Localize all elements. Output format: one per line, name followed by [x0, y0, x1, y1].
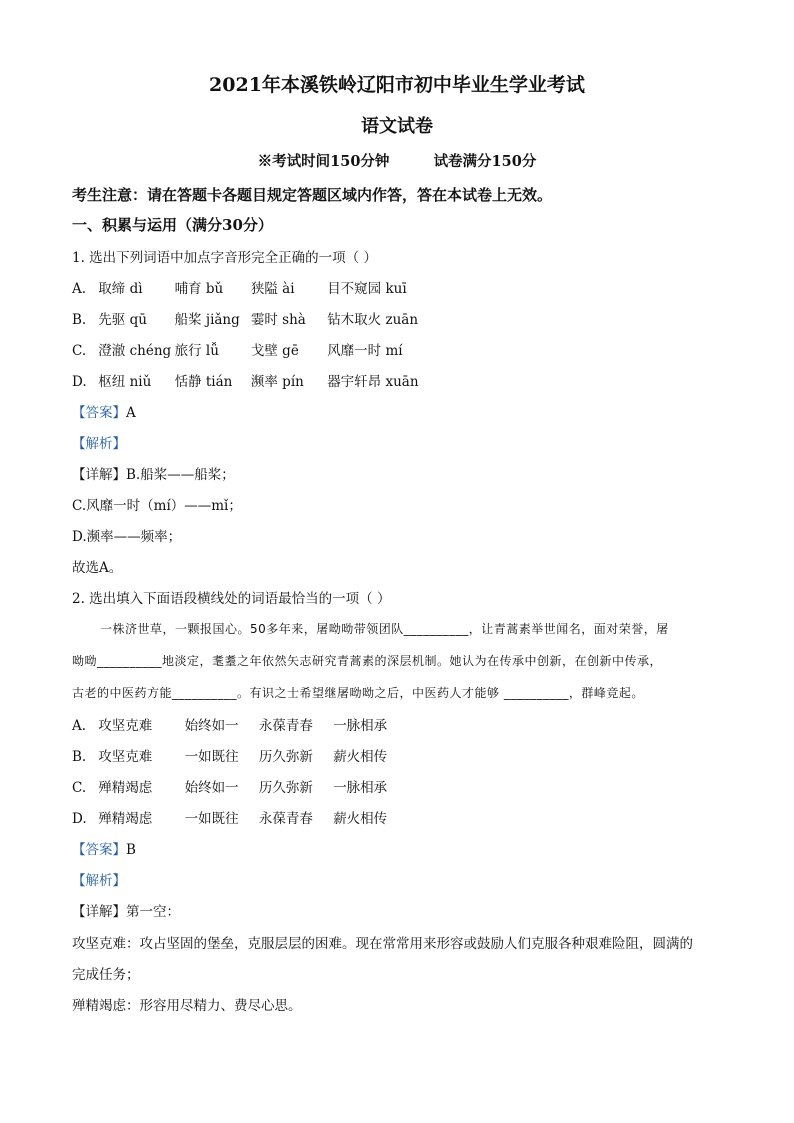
option-item: 狭隘 ài	[250, 281, 295, 297]
option-item: 枢纽 niǔ	[98, 374, 152, 390]
option-item: 薪火相传	[333, 749, 388, 765]
option-item: 霎时 shà	[250, 312, 306, 328]
answer-tag: 【答案】	[72, 405, 126, 421]
option-item: 目不窥园 kuī	[327, 281, 407, 297]
q2-explain-line-1: 攻坚克难：攻占坚固的堡垒，克服层层的困难。现在常常用来形容或鼓励人们克服各种艰难险阻，圆满的	[72, 936, 693, 952]
option-letter: B.	[72, 312, 87, 328]
q2-passage-line-3: 古老的中医药方能__________。有识之士希望继屠呦呦之后，中医药人才能够 __________，群峰竞起。	[72, 686, 644, 700]
detail-text: 第一空：	[126, 904, 180, 920]
option-item: 器宇轩昂 xuān	[327, 374, 419, 390]
q1-option-d	[72, 370, 419, 390]
option-item: 一如既往	[184, 811, 239, 827]
option-item: 永葆青春	[258, 811, 313, 827]
option-item: 船桨 jiǎng	[174, 312, 240, 328]
exam-time: ※考试时间150分钟	[257, 153, 390, 170]
answer-tag: 【答案】	[72, 842, 126, 858]
q2-passage-line-1: 一株济世草，一颗报国心。50多年来，屠呦呦带领团队__________，让青蒿素举世闻名，面对荣誉，屠	[100, 622, 669, 636]
option-letter: D.	[72, 811, 87, 827]
q2-explain-line-2: 完成任务；	[72, 967, 140, 983]
q2-detail-1	[72, 900, 180, 920]
option-item: 取缔 dì	[98, 281, 143, 297]
analysis-tag: 【解析】	[72, 436, 126, 452]
q2-passage-line-2: 呦呦__________地淡定，耄耋之年依然矢志研究青蒿素的深层机制。她认为在传承中创新，在创新中传承，	[72, 654, 663, 668]
option-letter: A.	[72, 281, 87, 297]
answer-value: B	[126, 842, 136, 858]
option-letter: A.	[72, 718, 87, 734]
q1-detail-1	[72, 463, 235, 483]
option-item: 钻木取火 zuān	[327, 312, 419, 328]
detail-tag: 【详解】	[72, 467, 126, 483]
section-heading: 一、积累与运用（满分30分）	[72, 216, 273, 234]
option-item: 戈壁 gē	[250, 343, 299, 359]
q1-option-c	[72, 339, 403, 359]
q2-option-b	[72, 745, 387, 765]
option-letter: B.	[72, 749, 87, 765]
option-item: 濒率 pín	[250, 374, 304, 390]
q1-analysis	[72, 432, 126, 452]
option-item: 风靡一时 mí	[327, 343, 403, 359]
option-item: 一如既往	[184, 749, 239, 765]
detail-tag: 【详解】	[72, 904, 126, 920]
q1-detail-4: 故选A。	[72, 560, 123, 576]
option-item: 攻坚克难	[98, 718, 153, 734]
q1-detail-3: D.濒率——频率；	[72, 529, 182, 545]
exam-subtitle: 语文试卷	[361, 116, 433, 137]
option-item: 历久弥新	[258, 780, 313, 796]
option-letter: C.	[72, 780, 87, 796]
analysis-tag: 【解析】	[72, 873, 126, 889]
option-item: 攻坚克难	[98, 749, 153, 765]
option-item: 永葆青春	[258, 718, 313, 734]
q2-explain-line-3: 殚精竭虑：形容用尽精力、费尽心思。	[72, 998, 302, 1014]
answer-value: A	[126, 405, 136, 421]
exam-title: 2021年本溪铁岭辽阳市初中毕业生学业考试	[209, 74, 585, 96]
option-item: 历久弥新	[258, 749, 313, 765]
q2-option-c	[72, 776, 387, 796]
q2-analysis	[72, 869, 126, 889]
option-item: 恬静 tián	[174, 374, 233, 390]
option-item: 始终如一	[184, 718, 239, 734]
q1-detail-2: C.风靡一时（mí）——mǐ；	[72, 498, 242, 514]
detail-text: B.船桨——船桨；	[126, 467, 235, 483]
q2-answer	[72, 838, 136, 858]
q1-stem: 1. 选出下列词语中加点字音形完全正确的一项（ ）	[72, 250, 377, 266]
exam-notice: 考生注意：请在答题卡各题目规定答题区域内作答，答在本试卷上无效。	[72, 186, 553, 204]
option-item: 哺育 bǔ	[174, 281, 224, 297]
option-item: 殚精竭虑	[98, 811, 153, 827]
q2-option-d	[72, 807, 387, 827]
option-letter: C.	[72, 343, 87, 359]
option-item: 先驱 qū	[98, 312, 147, 328]
q1-answer	[72, 401, 136, 421]
option-item: 旅行 lǚ	[174, 343, 219, 359]
exam-info	[0, 150, 794, 171]
q1-option-a	[72, 277, 407, 297]
exam-score: 试卷满分150分	[433, 153, 537, 170]
q2-option-a	[72, 714, 387, 734]
option-item: 澄澈 chéng	[98, 343, 172, 359]
q2-stem: 2. 选出填入下面语段横线处的词语最恰当的一项（ ）	[72, 591, 391, 607]
option-item: 一脉相承	[333, 780, 388, 796]
option-item: 一脉相承	[333, 718, 388, 734]
option-item: 薪火相传	[333, 811, 388, 827]
option-item: 殚精竭虑	[98, 780, 153, 796]
q1-option-b	[72, 308, 418, 328]
option-letter: D.	[72, 374, 87, 390]
option-item: 始终如一	[184, 780, 239, 796]
